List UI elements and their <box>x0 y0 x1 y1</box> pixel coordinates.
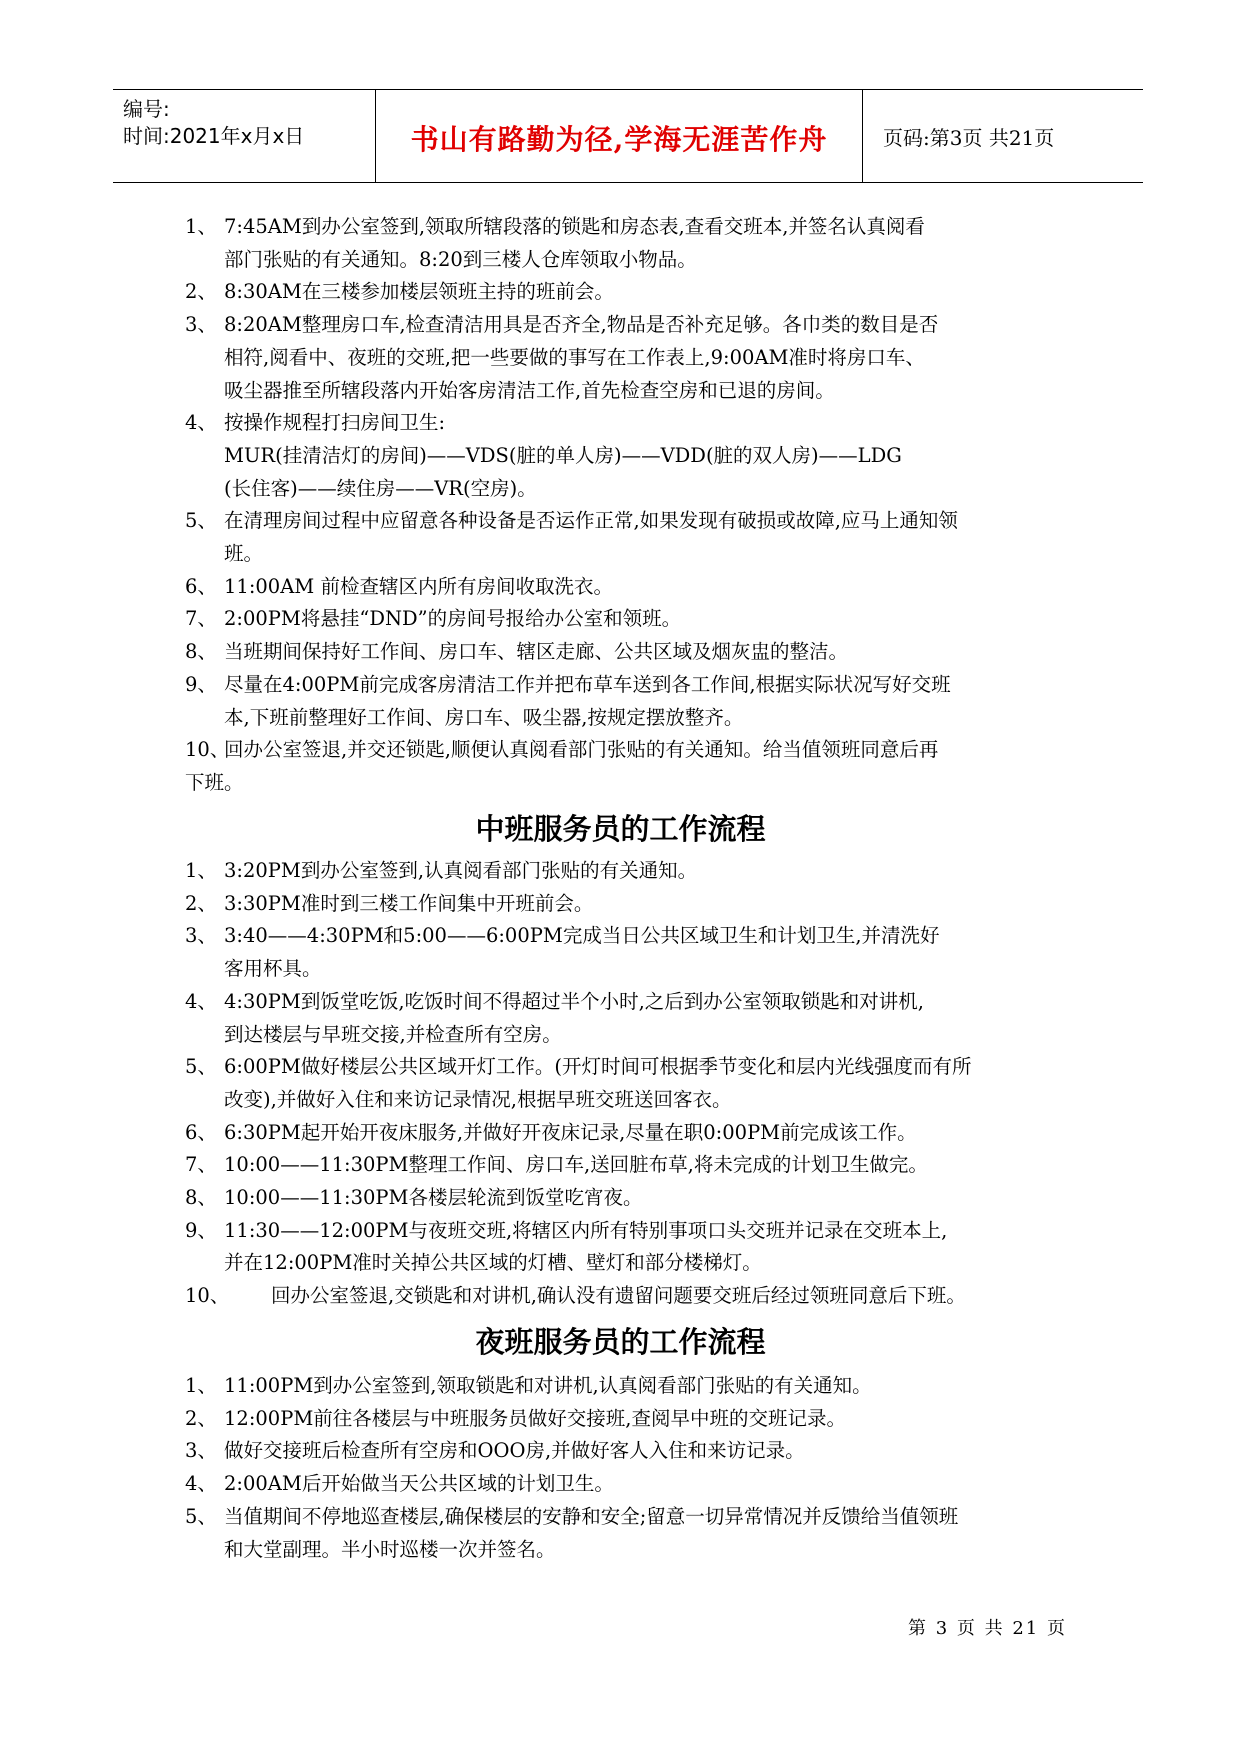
list-item-number: 1、 <box>185 859 217 882</box>
list-item-text: MUR(挂清洁灯的房间)——VDS(脏的单人房)——VDD(脏的双人房)——LDG <box>224 443 902 467</box>
list-item-number: 8、 <box>185 640 217 664</box>
list-item-number: 2、 <box>185 891 217 915</box>
list-item-number: 3、 <box>185 313 217 337</box>
section-heading: 中班服务员的工作流程 <box>475 812 766 846</box>
list-item-text: 6:00PM做好楼层公共区域开灯工作。(开灯时间可根据季节变化和层内光线强度而有所 <box>224 1055 972 1079</box>
list-item-text: 12:00PM前往各楼层与中班服务员做好交接班,查阅早中班的交班记录。 <box>224 1406 846 1430</box>
page-footer: 第 3 页 共 21 页 <box>908 1618 1067 1639</box>
list-item-number: 2、 <box>185 280 217 304</box>
list-item-text: 6:30PM起开始开夜床服务,并做好开夜床记录,尽量在职0:00PM前完成该工作。 <box>224 1120 917 1144</box>
list-item-text: 并在12:00PM准时关掉公共区域的灯槽、壁灯和部分楼梯灯。 <box>224 1251 762 1275</box>
list-item-number: 4、 <box>185 411 217 435</box>
list-item-text: 吸尘器推至所辖段落内开始客房清洁工作,首先检查空房和已退的房间。 <box>224 378 835 402</box>
list-item-text: 部门张贴的有关通知。8:20到三楼人仓库领取小物品。 <box>224 247 697 271</box>
list-item-text: 改变),并做好入住和来访记录情况,根据早班交班送回客衣。 <box>224 1087 732 1111</box>
list-item-text: 尽量在4:00PM前完成客房清洁工作并把布草车送到各工作间,根据实际状况写好交班 <box>224 672 951 696</box>
list-item-text: 班。 <box>224 542 264 565</box>
list-item-text: 3:30PM准时到三楼工作间集中开班前会。 <box>224 891 594 915</box>
list-item-text: 8:20AM整理房口车,检查清洁用具是否齐全,物品是否补充足够。各巾类的数目是否 <box>224 313 939 337</box>
list-item-text: 11:00AM 前检查辖区内所有房间收取洗衣。 <box>224 574 613 598</box>
list-item-number: 10、 <box>185 1284 230 1308</box>
list-item-text: 7:45AM到办公室签到,领取所辖段落的锁匙和房态表,查看交班本,并签名认真阅看 <box>224 215 925 238</box>
list-item-number: 3、 <box>185 924 217 948</box>
list-item-number: 5、 <box>185 1055 217 1079</box>
list-item-text: 客用杯具。 <box>224 957 322 981</box>
list-item-number: 7、 <box>185 607 217 631</box>
list-item-text: 4:30PM到饭堂吃饭,吃饭时间不得超过半个小时,之后到办公室领取锁匙和对讲机, <box>224 989 924 1013</box>
list-item-number: 6、 <box>185 1120 217 1144</box>
list-item-text: 3:40——4:30PM和5:00——6:00PM完成当日公共区域卫生和计划卫生,并清洗好 <box>224 924 940 948</box>
list-item-number: 5、 <box>185 509 217 533</box>
list-item-text: 当值期间不停地巡查楼层,确保楼层的安静和安全;留意一切异常情况并反馈给当值领班 <box>224 1504 959 1528</box>
list-item-text: 2:00PM将悬挂“DND”的房间号报给办公室和领班。 <box>224 607 682 631</box>
list-item-text: 按操作规程打扫房间卫生: <box>224 411 446 435</box>
list-item-text: 回办公室签退,交锁匙和对讲机,确认没有遗留问题要交班后经过领班同意后下班。 <box>271 1284 966 1308</box>
section-heading: 夜班服务员的工作流程 <box>475 1325 766 1359</box>
list-item-number: 10、 <box>185 738 230 762</box>
list-item-number: 1、 <box>185 215 217 238</box>
list-item-number: 3、 <box>185 1439 217 1463</box>
list-item-number: 2、 <box>185 1406 217 1430</box>
list-item-text: 回办公室签退,并交还锁匙,顺便认真阅看部门张贴的有关通知。给当值领班同意后再 <box>224 738 939 762</box>
document-number-label: 编号: <box>123 97 170 121</box>
list-item-text: 到达楼层与早班交接,并检查所有空房。 <box>224 1022 562 1046</box>
list-item-number: 1、 <box>185 1374 217 1397</box>
list-item-text: 和大堂副理。半小时巡楼一次并签名。 <box>224 1537 556 1561</box>
list-item-number: 6、 <box>185 574 217 598</box>
list-item-text: 3:20PM到办公室签到,认真阅看部门张贴的有关通知。 <box>224 859 698 882</box>
list-item-number: 9、 <box>185 672 217 696</box>
list-item-number: 7、 <box>185 1153 217 1177</box>
list-item-text: 当班期间保持好工作间、房口车、辖区走廊、公共区域及烟灰盅的整洁。 <box>224 640 849 664</box>
list-item-number: 8、 <box>185 1186 217 1209</box>
list-item-text: 10:00——11:30PM整理工作间、房口车,送回脏布草,将未完成的计划卫生做完。 <box>224 1153 928 1177</box>
list-item-text: 11:00PM到办公室签到,领取锁匙和对讲机,认真阅看部门张贴的有关通知。 <box>224 1374 872 1397</box>
list-item-number: 5、 <box>185 1504 217 1528</box>
list-item-text: 8:30AM在三楼参加楼层领班主持的班前会。 <box>224 280 614 304</box>
list-item-number: 9、 <box>185 1218 217 1242</box>
document-date-label: 时间:2021年x月x日 <box>123 124 305 148</box>
list-item-text: (长住客)——续住房——VR(空房)。 <box>224 476 537 500</box>
header-motto: 书山有路勤为径,学海无涯苦作舟 <box>410 123 828 156</box>
list-item-text: 下班。 <box>185 770 244 794</box>
list-item-text: 做好交接班后检查所有空房和OOO房,并做好客人入住和来访记录。 <box>224 1439 805 1463</box>
list-item-text: 相符,阅看中、夜班的交班,把一些要做的事写在工作表上,9:00AM准时将房口车、 <box>224 345 925 369</box>
header-page-number: 页码:第3页 共21页 <box>883 126 1055 150</box>
list-item-text: 2:00AM后开始做当天公共区域的计划卫生。 <box>224 1472 614 1496</box>
list-item-text: 11:30——12:00PM与夜班交班,将辖区内所有特别事项口头交班并记录在交班本上, <box>224 1218 948 1242</box>
list-item-text: 本,下班前整理好工作间、房口车、吸尘器,按规定摆放整齐。 <box>224 705 744 729</box>
list-item-text: 在清理房间过程中应留意各种设备是否运作正常,如果发现有破损或故障,应马上通知领 <box>224 509 958 533</box>
list-item-number: 4、 <box>185 989 217 1013</box>
list-item-text: 10:00——11:30PM各楼层轮流到饭堂吃宵夜。 <box>224 1186 643 1209</box>
list-item-number: 4、 <box>185 1472 217 1496</box>
